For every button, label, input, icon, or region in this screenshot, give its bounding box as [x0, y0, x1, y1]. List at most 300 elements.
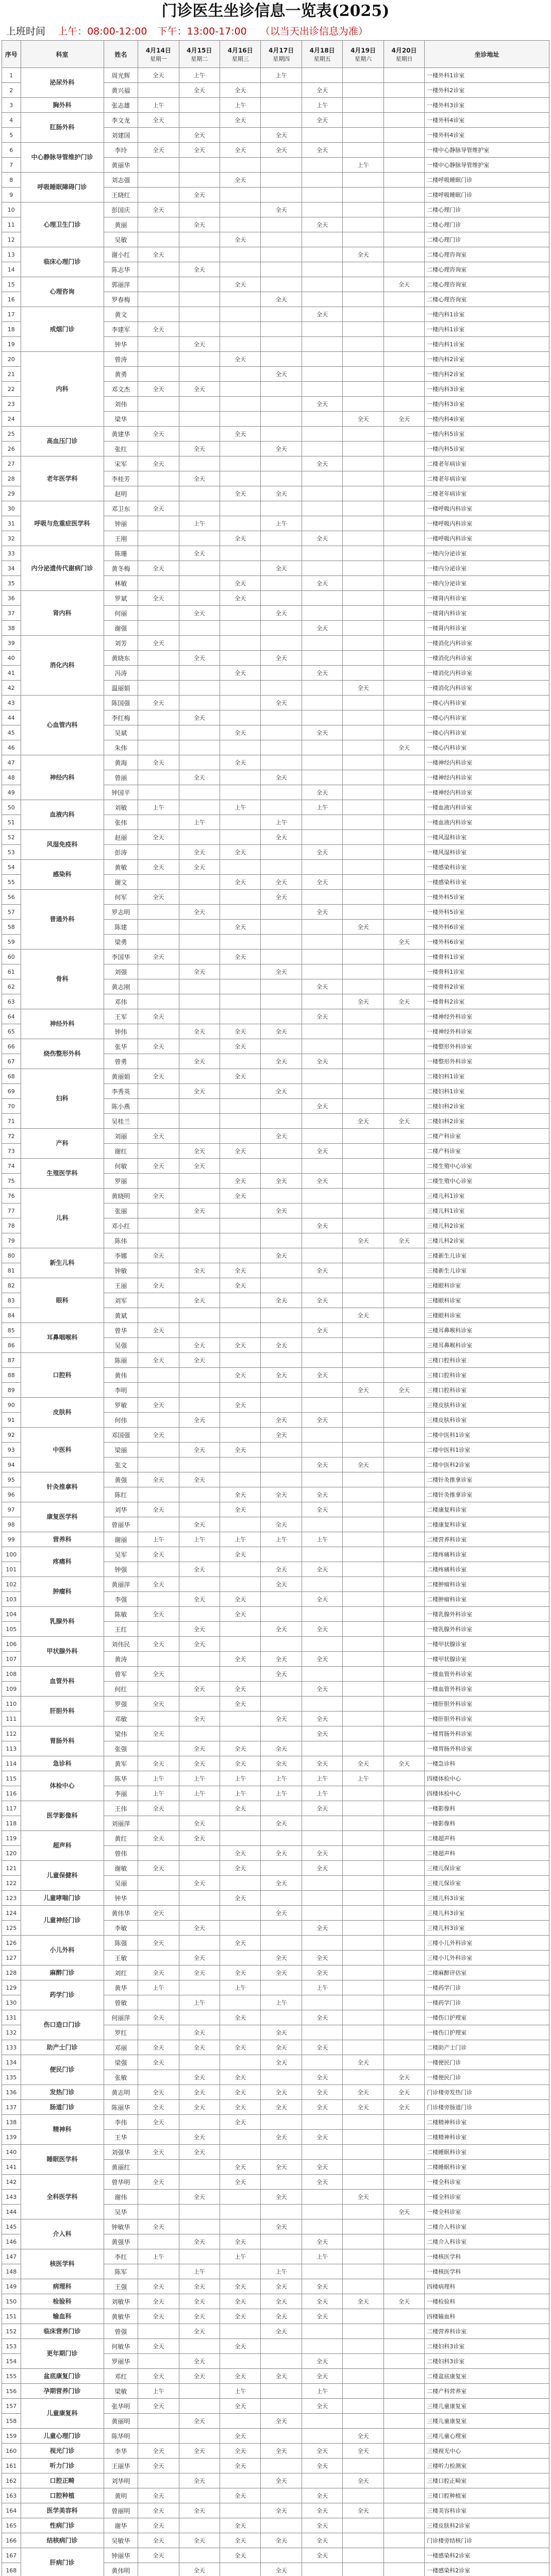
schedule-cell — [343, 1951, 383, 1965]
row-number: 163 — [2, 2488, 21, 2503]
row-number: 114 — [2, 1756, 21, 1771]
table-row — [2, 2219, 549, 2234]
schedule-cell — [138, 964, 179, 979]
schedule-cell: 全天 — [261, 770, 302, 785]
schedule-cell: 上午 — [302, 98, 342, 113]
clinic-location: 三楼皮肤科2诊室 — [425, 2518, 549, 2533]
schedule-cell: 全天 — [261, 964, 302, 979]
table-row — [2, 2339, 549, 2354]
doctor-name: 冯涛 — [104, 666, 138, 681]
department-cell: 核医学科 — [21, 2249, 104, 2279]
schedule-cell: 全天 — [220, 1756, 261, 1771]
row-number: 59 — [2, 935, 21, 950]
schedule-cell — [179, 994, 220, 1009]
schedule-cell — [138, 232, 179, 247]
schedule-cell — [179, 1248, 220, 1263]
schedule-cell: 全天 — [179, 2354, 220, 2369]
doctor-name: 陈小燕 — [104, 1099, 138, 1114]
schedule-cell — [383, 1995, 424, 2010]
schedule-cell: 全天 — [220, 1592, 261, 1607]
doctor-name: 黄晓东 — [104, 651, 138, 666]
schedule-cell: 全天 — [302, 2010, 342, 2025]
clinic-location: 三楼皮肤科诊室 — [425, 1413, 549, 1428]
schedule-cell: 上午 — [138, 1786, 179, 1801]
doctor-name: 王敏 — [104, 1951, 138, 1965]
department-cell: 消化内科 — [21, 636, 104, 696]
table-row — [2, 2324, 549, 2339]
schedule-cell — [220, 964, 261, 979]
department-cell: 胃肠外科 — [21, 1726, 104, 1756]
clinic-location: 二楼妇科2诊室 — [425, 1099, 549, 1114]
schedule-cell — [220, 1159, 261, 1174]
schedule-cell — [138, 442, 179, 456]
department-cell: 疼痛科 — [21, 1547, 104, 1577]
clinic-location: 一楼甲状腺诊室 — [425, 1637, 549, 1652]
schedule-cell — [302, 1607, 342, 1622]
schedule-cell — [383, 1577, 424, 1592]
clinic-location: 一楼神经内科诊室 — [425, 755, 549, 770]
column-header-label: 4月16日 — [227, 46, 253, 54]
schedule-cell: 全天 — [138, 1861, 179, 1876]
clinic-location: 二楼肿瘤科诊室 — [425, 1592, 549, 1607]
schedule-cell — [261, 725, 302, 740]
schedule-cell — [383, 471, 424, 486]
column-weekday-label: 星期六 — [355, 55, 372, 62]
schedule-cell — [343, 1099, 383, 1114]
schedule-cell: 全天 — [220, 2309, 261, 2324]
schedule-cell — [138, 1846, 179, 1861]
schedule-cell — [179, 1009, 220, 1024]
schedule-cell: 全天 — [179, 2279, 220, 2294]
schedule-cell: 全天 — [261, 696, 302, 710]
column-header-label: 4月17日 — [269, 46, 294, 54]
doctor-name: 曾华 — [104, 1323, 138, 1338]
schedule-cell — [383, 1801, 424, 1816]
schedule-cell: 全天 — [220, 1801, 261, 1816]
schedule-cell: 全天 — [220, 2429, 261, 2444]
clinic-location: 二楼介入科诊室 — [425, 2234, 549, 2249]
clinic-location: 一楼内科1诊室 — [425, 307, 549, 322]
schedule-cell: 全天 — [179, 2070, 220, 2085]
schedule-cell — [343, 2384, 383, 2399]
row-number: 36 — [2, 591, 21, 606]
doctor-name: 陈丽华 — [104, 2100, 138, 2115]
schedule-cell — [179, 875, 220, 890]
schedule-cell: 全天 — [220, 666, 261, 681]
schedule-cell — [343, 397, 383, 412]
column-header — [261, 41, 302, 68]
schedule-cell: 全天 — [220, 1682, 261, 1697]
schedule-cell — [138, 546, 179, 561]
schedule-cell — [383, 875, 424, 890]
schedule-cell — [383, 1024, 424, 1039]
schedule-cell: 全天 — [138, 1637, 179, 1652]
schedule-cell — [261, 1278, 302, 1293]
schedule-cell — [179, 158, 220, 173]
department-cell: 心理卫生门诊 — [21, 202, 104, 247]
schedule-cell: 全天 — [179, 1084, 220, 1099]
row-number: 145 — [2, 2219, 21, 2234]
schedule-cell: 全天 — [138, 2100, 179, 2115]
schedule-cell: 全天 — [138, 427, 179, 442]
row-number: 142 — [2, 2175, 21, 2190]
doctor-name: 罗丽华 — [104, 2354, 138, 2369]
department-cell: 检验科 — [21, 2294, 104, 2309]
schedule-cell — [179, 935, 220, 950]
row-number: 53 — [2, 845, 21, 860]
schedule-cell — [261, 1233, 302, 1248]
row-number: 126 — [2, 1936, 21, 1951]
schedule-cell — [261, 1144, 302, 1159]
table-row — [2, 98, 549, 113]
schedule-cell — [343, 232, 383, 247]
schedule-cell — [179, 1398, 220, 1413]
schedule-cell: 全天 — [302, 1413, 342, 1428]
department-cell: 乳腺外科 — [21, 1607, 104, 1637]
schedule-cell: 上午 — [179, 68, 220, 83]
schedule-cell — [383, 710, 424, 725]
schedule-cell — [302, 2145, 342, 2160]
schedule-cell: 上午 — [138, 2384, 179, 2399]
schedule-cell — [220, 1114, 261, 1129]
clinic-location: 三楼耳鼻喉科诊室 — [425, 1338, 549, 1353]
schedule-cell: 全天 — [220, 2518, 261, 2533]
schedule-cell: 全天 — [138, 2309, 179, 2324]
row-number: 3 — [2, 98, 21, 113]
schedule-cell — [261, 845, 302, 860]
schedule-cell — [138, 710, 179, 725]
schedule-cell — [383, 1786, 424, 1801]
schedule-cell: 全天 — [220, 486, 261, 501]
schedule-cell — [302, 516, 342, 531]
clinic-location: 一楼肾内科诊室 — [425, 591, 549, 606]
schedule-cell — [261, 307, 302, 322]
schedule-cell — [343, 2279, 383, 2294]
schedule-cell — [261, 546, 302, 561]
schedule-cell: 全天 — [179, 1741, 220, 1756]
row-number: 1 — [2, 68, 21, 83]
schedule-cell — [220, 471, 261, 486]
schedule-cell: 全天 — [138, 1502, 179, 1517]
schedule-cell — [220, 1428, 261, 1443]
department-cell: 全科医学科 — [21, 2175, 104, 2219]
schedule-cell — [383, 1054, 424, 1069]
table-row — [2, 1009, 549, 1024]
schedule-cell: 全天 — [220, 1936, 261, 1951]
schedule-cell: 全天 — [138, 2399, 179, 2414]
department-cell: 高血压门诊 — [21, 427, 104, 456]
schedule-cell: 全天 — [220, 1965, 261, 1980]
schedule-cell: 全天 — [220, 1174, 261, 1189]
row-number: 150 — [2, 2294, 21, 2309]
schedule-cell — [220, 651, 261, 666]
schedule-cell — [343, 1637, 383, 1652]
schedule-cell — [138, 875, 179, 890]
row-number: 93 — [2, 1443, 21, 1458]
clinic-location: 一楼感染科2诊室 — [425, 2548, 549, 2563]
schedule-cell — [261, 1039, 302, 1054]
schedule-cell: 全天 — [179, 2324, 220, 2339]
schedule-cell: 全天 — [261, 606, 302, 621]
schedule-cell — [138, 2414, 179, 2429]
schedule-cell — [302, 1816, 342, 1831]
clinic-location: 一楼神经外科诊室 — [425, 1009, 549, 1024]
row-number: 118 — [2, 1816, 21, 1831]
schedule-cell: 全天 — [302, 2488, 342, 2503]
clinic-location: 门诊楼旁肠道门诊 — [425, 2100, 549, 2115]
schedule-cell: 全天 — [179, 2025, 220, 2040]
clinic-location: 一楼血管外科诊室 — [425, 1682, 549, 1697]
schedule-cell — [261, 950, 302, 964]
schedule-cell: 全天 — [261, 1024, 302, 1039]
schedule-cell — [343, 1129, 383, 1144]
schedule-cell: 全天 — [179, 128, 220, 143]
schedule-cell — [138, 337, 179, 352]
clinic-location: 四楼输血科 — [425, 2309, 549, 2324]
schedule-cell — [302, 486, 342, 501]
schedule-cell — [343, 1218, 383, 1233]
schedule-cell — [383, 307, 424, 322]
schedule-cell — [261, 1009, 302, 1024]
table-row — [2, 202, 549, 217]
clinic-location: 四楼体检中心 — [425, 1786, 549, 1801]
schedule-cell — [343, 666, 383, 681]
schedule-cell — [220, 1472, 261, 1487]
schedule-cell — [302, 2264, 342, 2279]
clinic-location: 一楼外科5诊室 — [425, 890, 549, 905]
schedule-cell — [343, 785, 383, 800]
schedule-cell — [220, 1129, 261, 1144]
table-row — [2, 1472, 549, 1487]
schedule-cell — [383, 1562, 424, 1577]
schedule-cell: 全天 — [220, 232, 261, 247]
schedule-cell — [343, 636, 383, 651]
row-number: 112 — [2, 1726, 21, 1741]
schedule-cell: 全天 — [302, 1801, 342, 1816]
schedule-cell — [383, 2324, 424, 2339]
doctor-name: 罗春梅 — [104, 292, 138, 307]
table-row — [2, 1801, 549, 1816]
schedule-cell — [220, 770, 261, 785]
schedule-cell — [383, 905, 424, 920]
schedule-cell — [383, 1876, 424, 1891]
schedule-cell: 全天 — [138, 636, 179, 651]
schedule-cell: 全天 — [179, 337, 220, 352]
schedule-cell: 全天 — [179, 1413, 220, 1428]
schedule-cell — [383, 1965, 424, 1980]
schedule-cell: 全天 — [261, 1652, 302, 1667]
schedule-cell — [220, 217, 261, 232]
clinic-location: 一楼全科诊室 — [425, 2190, 549, 2205]
schedule-cell — [138, 2070, 179, 2085]
clinic-location: 门诊楼旁发热门诊 — [425, 2085, 549, 2100]
clinic-location: 三楼儿保诊室 — [425, 1876, 549, 1891]
doctor-name: 李玲 — [104, 143, 138, 158]
doctor-name: 曾军 — [104, 1667, 138, 1682]
schedule-cell — [179, 292, 220, 307]
clinic-location: 二楼精神科诊室 — [425, 2115, 549, 2130]
schedule-cell — [383, 1980, 424, 1995]
schedule-cell: 全天 — [220, 1069, 261, 1084]
doctor-name: 李国华 — [104, 950, 138, 964]
schedule-cell — [179, 1458, 220, 1472]
row-number: 83 — [2, 1293, 21, 1308]
clinic-location: 一楼全科诊室 — [425, 2175, 549, 2190]
schedule-cell — [343, 1697, 383, 1711]
column-weekday-label: 星期日 — [395, 55, 413, 62]
clinic-location: 一楼内科5诊室 — [425, 427, 549, 442]
doctor-name: 谢丽 — [104, 1532, 138, 1547]
row-number: 17 — [2, 307, 21, 322]
row-number: 66 — [2, 1039, 21, 1054]
table-row — [2, 1353, 549, 1368]
schedule-cell: 全天 — [138, 1726, 179, 1741]
row-number: 82 — [2, 1278, 21, 1293]
schedule-cell — [383, 2459, 424, 2473]
schedule-cell: 全天 — [179, 1711, 220, 1726]
schedule-cell — [138, 262, 179, 277]
schedule-cell: 全天 — [261, 890, 302, 905]
schedule-cell — [138, 666, 179, 681]
department-cell: 营养科 — [21, 1532, 104, 1547]
department-cell: 超声科 — [21, 1831, 104, 1861]
table-row — [2, 1637, 549, 1652]
row-number: 139 — [2, 2130, 21, 2145]
table-row — [2, 2040, 549, 2055]
schedule-cell: 全天 — [343, 1383, 383, 1398]
doctor-name: 李红梅 — [104, 710, 138, 725]
schedule-cell — [383, 442, 424, 456]
schedule-cell — [179, 2055, 220, 2070]
schedule-cell — [138, 1622, 179, 1637]
schedule-cell — [343, 1487, 383, 1502]
clinic-location: 一楼便民门诊 — [425, 2070, 549, 2085]
schedule-cell — [302, 1024, 342, 1039]
clinic-location: 三楼眼科诊室 — [425, 1308, 549, 1323]
schedule-cell: 全天 — [138, 2369, 179, 2384]
column-weekday-label: 星期三 — [231, 55, 249, 62]
schedule-cell — [383, 1816, 424, 1831]
schedule-cell — [383, 1771, 424, 1786]
schedule-cell — [179, 2399, 220, 2414]
schedule-cell — [261, 1801, 302, 1816]
schedule-cell: 全天 — [343, 1114, 383, 1129]
row-number: 39 — [2, 636, 21, 651]
schedule-cell — [383, 1517, 424, 1532]
schedule-cell — [261, 1936, 302, 1951]
schedule-cell — [138, 1951, 179, 1965]
schedule-cell — [179, 367, 220, 382]
schedule-cell — [138, 770, 179, 785]
department-cell: 骨科 — [21, 950, 104, 1009]
clinic-location: 一楼外科5诊室 — [425, 905, 549, 920]
schedule-cell: 全天 — [302, 1458, 342, 1472]
schedule-cell — [220, 1248, 261, 1263]
doctor-name: 罗志明 — [104, 905, 138, 920]
schedule-cell — [383, 546, 424, 561]
schedule-cell: 全天 — [138, 382, 179, 397]
schedule-cell — [343, 860, 383, 875]
clinic-location: 一楼胃肠外科诊室 — [425, 1726, 549, 1741]
row-number: 47 — [2, 755, 21, 770]
department-cell: 口腔正畸 — [21, 2473, 104, 2488]
table-row — [2, 1607, 549, 1622]
department-cell: 肠道门诊 — [21, 2100, 104, 2115]
schedule-cell: 全天 — [261, 2324, 302, 2339]
clinic-location: 一楼骨科2诊室 — [425, 979, 549, 994]
doctor-name: 张华 — [104, 1039, 138, 1054]
schedule-cell — [343, 875, 383, 890]
schedule-cell: 全天 — [302, 1368, 342, 1383]
schedule-cell — [383, 352, 424, 367]
schedule-cell — [220, 2219, 261, 2234]
row-number: 43 — [2, 696, 21, 710]
schedule-cell — [343, 561, 383, 576]
schedule-cell — [383, 2279, 424, 2294]
row-number: 55 — [2, 875, 21, 890]
schedule-cell: 全天 — [343, 681, 383, 696]
schedule-cell — [383, 2369, 424, 2384]
schedule-cell — [261, 337, 302, 352]
schedule-cell — [220, 1921, 261, 1936]
schedule-cell: 全天 — [302, 875, 342, 890]
schedule-cell — [343, 2563, 383, 2576]
schedule-cell — [220, 1906, 261, 1921]
doctor-name: 黄伟明 — [104, 2563, 138, 2576]
clinic-location: 二楼妇科2诊室 — [425, 1114, 549, 1129]
doctor-name: 邓敏 — [104, 1711, 138, 1726]
department-cell: 泌尿外科 — [21, 68, 104, 98]
schedule-cell — [220, 516, 261, 531]
schedule-cell — [220, 2563, 261, 2576]
schedule-cell — [179, 1114, 220, 1129]
doctor-name: 刘敏 — [104, 800, 138, 815]
schedule-cell — [138, 2473, 179, 2488]
doctor-name: 张红 — [104, 442, 138, 456]
department-cell: 甲状腺外科 — [21, 1637, 104, 1667]
schedule-cell: 全天 — [138, 696, 179, 710]
schedule-cell: 上午 — [302, 1980, 342, 1995]
schedule-cell — [220, 442, 261, 456]
schedule-cell: 全天 — [220, 1652, 261, 1667]
schedule-cell — [220, 681, 261, 696]
doctor-name: 黄勇 — [104, 367, 138, 382]
schedule-cell — [179, 696, 220, 710]
clinic-location: 二楼心理门诊 — [425, 217, 549, 232]
doctor-name: 王丽 — [104, 1278, 138, 1293]
department-cell: 感染科 — [21, 860, 104, 890]
doctor-name: 陈强 — [104, 1936, 138, 1951]
schedule-cell — [261, 1726, 302, 1741]
schedule-cell — [343, 606, 383, 621]
schedule-cell: 全天 — [138, 456, 179, 471]
department-cell: 肝胆外科 — [21, 1697, 104, 1726]
schedule-cell — [138, 1293, 179, 1308]
doctor-name: 吴敏华 — [104, 2533, 138, 2548]
schedule-cell: 全天 — [138, 1323, 179, 1338]
schedule-cell: 全天 — [179, 1831, 220, 1846]
schedule-cell: 全天 — [302, 1861, 342, 1876]
schedule-cell — [343, 830, 383, 845]
schedule-cell — [220, 2190, 261, 2205]
schedule-cell — [343, 217, 383, 232]
schedule-cell: 全天 — [220, 2175, 261, 2190]
schedule-cell: 全天 — [261, 128, 302, 143]
schedule-cell: 全天 — [383, 1756, 424, 1771]
schedule-cell: 全天 — [302, 307, 342, 322]
schedule-cell — [261, 247, 302, 262]
doctor-name: 何丽萍 — [104, 2010, 138, 2025]
